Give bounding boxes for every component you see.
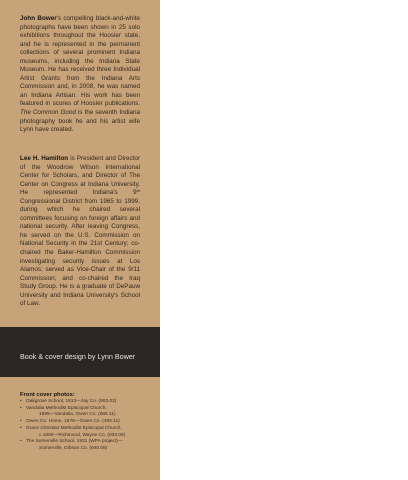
bullet-icon: •	[20, 425, 22, 431]
design-credit: Book & cover design by Lynn Bower	[20, 352, 136, 361]
list-item-line-2: Somerville, Gibson Co. (940.08)	[39, 445, 108, 451]
list-item	[20, 439, 145, 452]
front-cover-photo-list	[20, 399, 145, 453]
list-item-line: Oakgrove School, 1913—Jay Co. (903.02)	[26, 399, 117, 404]
bower-bio	[20, 15, 140, 135]
bullet-icon: •	[20, 439, 22, 445]
list-item-line: The Somerville School, 1931 (WPA project)—	[26, 439, 123, 445]
list-item-line: Owen Co. Home, 1878—Owen Co. (493.11)	[26, 419, 120, 425]
list-item	[20, 406, 145, 419]
book-title: The Common Good	[20, 109, 76, 117]
list-item-line-2: c.1860—Richmond, Wayne Co. (933.05)	[39, 432, 126, 438]
hamilton-name: Lee H. Hamilton	[20, 155, 69, 162]
list-item	[20, 426, 145, 439]
bower-bio-text-2: is the seventh Indiana photography book he and his artist wife Lynn have created.	[20, 109, 140, 134]
front-cover-photos-heading: Front cover photos:	[20, 392, 75, 398]
list-item-line-2: 1895—Vandalia, Owen Co. (965.11)	[39, 412, 116, 418]
bullet-icon: •	[20, 419, 22, 425]
bullet-icon: •	[20, 399, 22, 404]
list-item	[20, 419, 145, 426]
bower-bio-text-1: 's compelling black-and-white photographs have been shown in 25 solo exhibitions throughout the Hoosier state, and he is represented in the permanent collections of several prominent Indiana museums, including the Indiana State Museum. He has received three Individual Artist Grants from the Indiana Arts Commission and, in 2008, he was named an Indiana Artisan. His work has been featured in scores of Hoosier publications.	[20, 15, 140, 108]
hamilton-bio-text-1: is President and Director of the Woodrow Wilson International Center for Scholars, and Director of The Center on Congress at Indiana University. He represented Indiana's 9	[20, 155, 140, 197]
hamilton-bio-text-2: Congressional District from 1965 to 1999, during which he chaired several committees focusing on foreign affairs and national security. After leaving Congress, he served on the U.S. Commission on National Security in the 21st Century; co-chaired the Baker-Hamilton Commission investigating security issues at Los Alamos; served as Vice-Chair of the 9/11 Commission; and co-chaired the Iraq Study Group. He is a graduate of DePauw University and Indiana University's School of Law.	[20, 197, 140, 308]
list-item-line: Vandalia Methodist Episcopal Church,	[26, 405, 107, 411]
bower-name: John Bower	[20, 15, 57, 22]
list-item	[20, 399, 145, 406]
ordinal-suffix: th	[136, 188, 140, 194]
list-item-line: Grace Christian Methodist Episcopal Church,	[26, 425, 122, 431]
bullet-icon: •	[20, 405, 22, 411]
hamilton-bio	[20, 155, 140, 309]
